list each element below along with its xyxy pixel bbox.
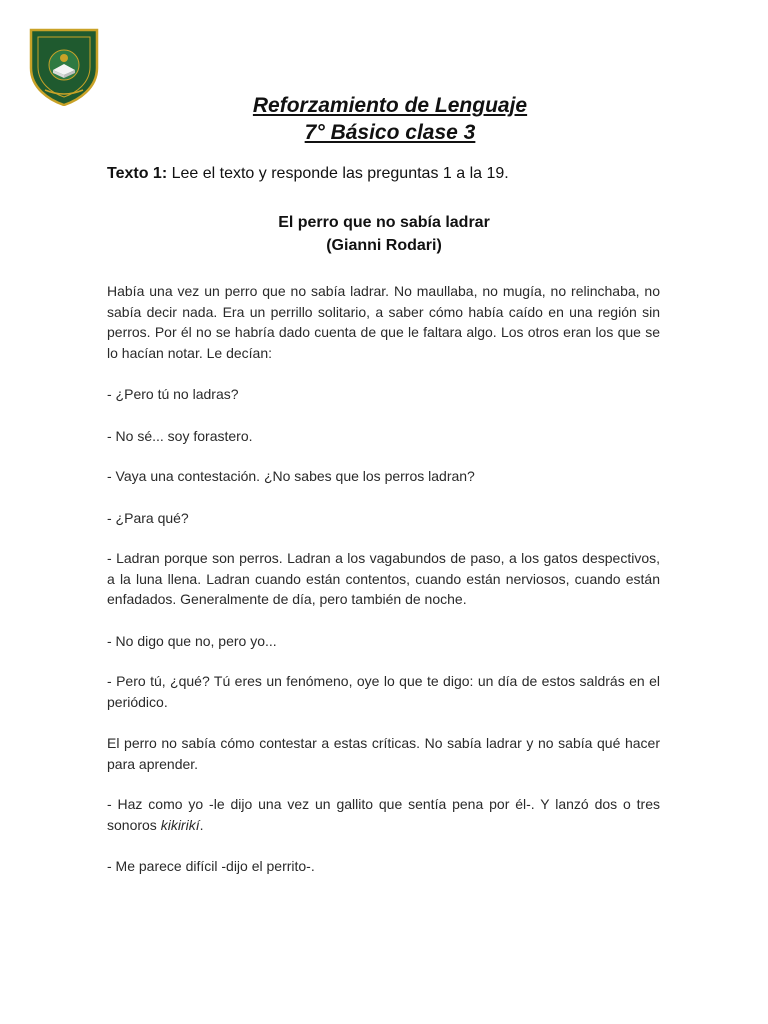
paragraph-4: - Vaya una contestación. ¿No sabes que los perros ladran? — [107, 468, 475, 484]
instruction-text — [107, 164, 509, 184]
title-line-1: Reforzamiento de Lenguaje — [252, 94, 528, 117]
paragraph-5: - ¿Para qué? — [107, 510, 189, 526]
story-heading — [0, 211, 768, 257]
onomatopoeia-kikiriki: kikirikí — [160, 816, 200, 833]
instruction-body: Lee el texto y responde las preguntas 1 a la 19. — [167, 165, 509, 182]
paragraph-8: - Pero tú, ¿qué? Tú eres un fenómeno, oye lo que te digo: un día de estos saldrás en el periódico. — [107, 673, 660, 710]
story-title: El perro que no sabía ladrar — [278, 214, 490, 231]
paragraph-1: Había una vez un perro que no sabía ladrar. No maullaba, no mugía, no relinchaba, no sabía decir nada. Era un perrillo solitario, a saber cómo había caído en una región sin perros. Por él no se habría dado cuenta de que le faltara algo. Los otros eran los que se lo hacían notar. Le decían: — [107, 283, 660, 361]
title-line-2: 7° Básico clase 3 — [304, 121, 476, 144]
document-title — [0, 92, 768, 146]
paragraph-7: - No digo que no, pero yo... — [107, 633, 277, 649]
paragraph-11: - Me parece difícil -dijo el perrito-. — [107, 858, 315, 874]
paragraph-6: - Ladran porque son perros. Ladran a los vagabundos de paso, a los gatos despectivos, a la luna llena. Ladran cuando están contentos, cuando están nerviosos, cuando están enfadados. Generalmente de día, pero también de noche. — [107, 550, 660, 607]
paragraph-2: - ¿Pero tú no ladras? — [107, 386, 239, 402]
paragraph-9: El perro no sabía cómo contestar a estas críticas. No sabía ladrar y no sabía qué hacer para aprender. — [107, 735, 660, 772]
story-author: (Gianni Rodari) — [326, 237, 442, 254]
paragraph-3: - No sé... soy forastero. — [107, 428, 253, 444]
paragraph-10: - Haz como yo -le dijo una vez un gallito que sentía pena por él-. Y lanzó dos o tres sonoros kikirikí. — [107, 796, 660, 833]
instruction-label: Texto 1: — [107, 165, 168, 182]
